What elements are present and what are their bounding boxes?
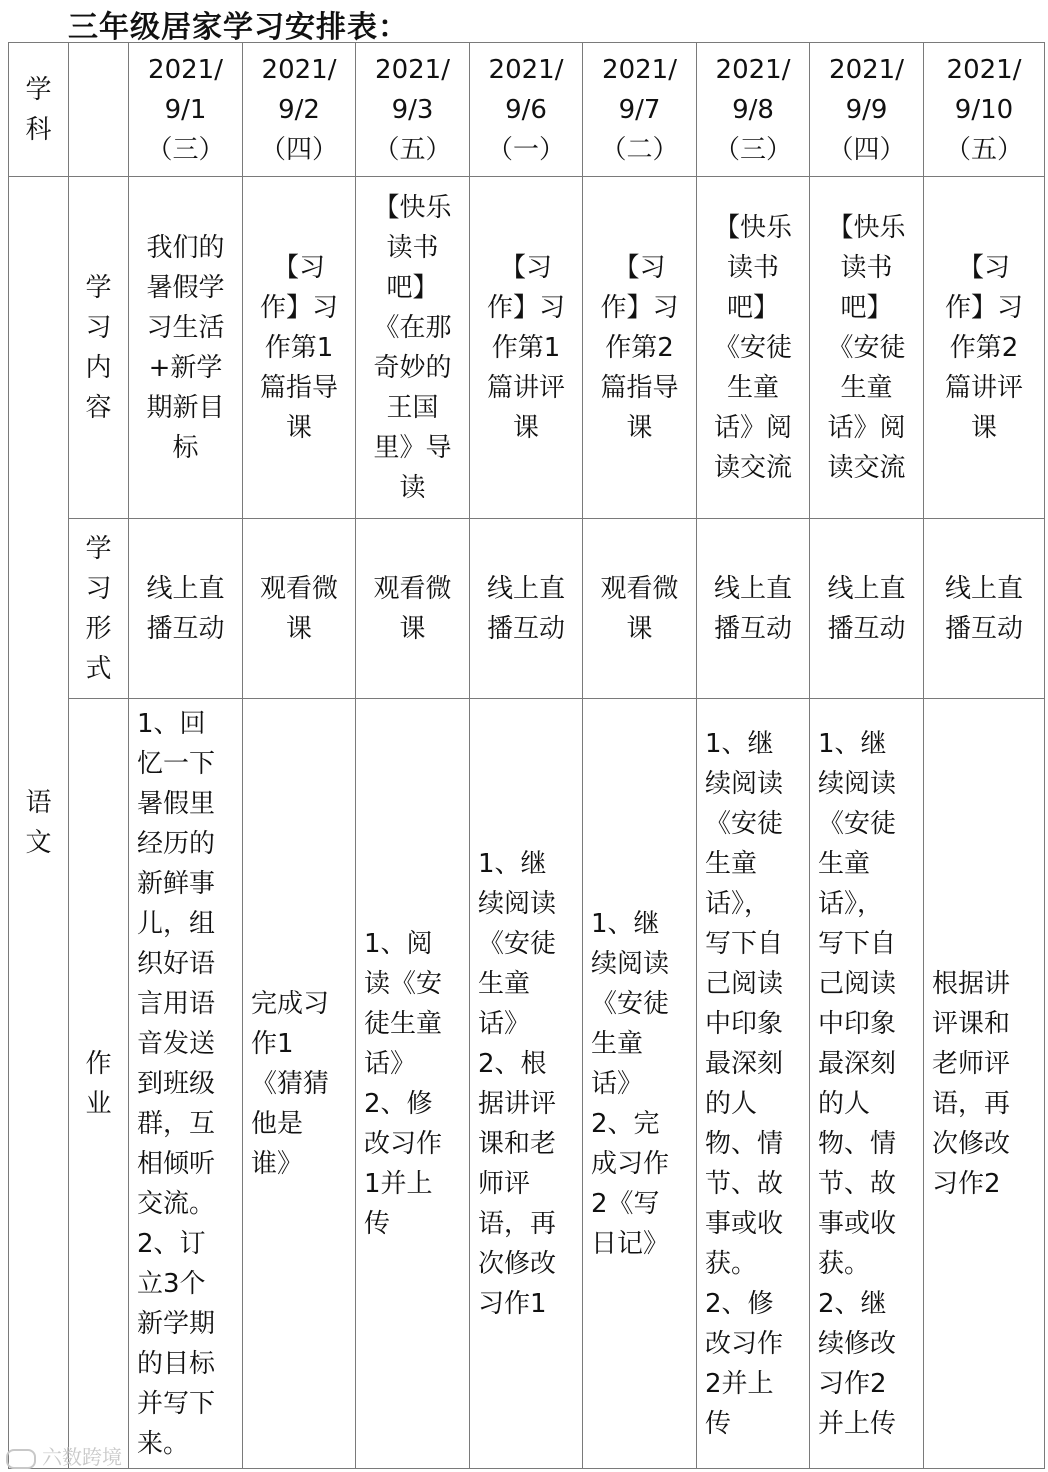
table-cell: 线上直播互动 bbox=[129, 519, 243, 699]
table-cell: 【习作】习作第2篇讲评课 bbox=[924, 177, 1045, 519]
table-cell: 【快乐读书吧】《在那奇妙的王国里》导读 bbox=[356, 177, 470, 519]
table-cell: 1、回忆一下暑假里经历的新鲜事儿，组织好语言用语音发送到班级群，互相倾听交流。2、订立3个新学期的目标并写下来。 bbox=[129, 699, 243, 1469]
table-cell: 【习作】习作第1篇讲评课 bbox=[470, 177, 583, 519]
date-header: 2021/9/8（三） bbox=[697, 43, 810, 177]
date-header: 2021/9/6（一） bbox=[470, 43, 583, 177]
row-label-cell bbox=[69, 177, 129, 519]
blank-header-cell bbox=[69, 43, 129, 177]
watermark: 六数跨境 bbox=[6, 1441, 122, 1470]
table-cell: 线上直播互动 bbox=[810, 519, 924, 699]
date-header: 2021/9/7（二） bbox=[583, 43, 697, 177]
table-cell: 线上直播互动 bbox=[697, 519, 810, 699]
homework-row bbox=[9, 699, 1045, 1469]
table-cell: 1、阅读《安徒生童话》2、修改习作1并上传 bbox=[356, 699, 470, 1469]
table-cell: 观看微课 bbox=[243, 519, 356, 699]
content-row bbox=[9, 177, 1045, 519]
date-header: 2021/9/2（四） bbox=[243, 43, 356, 177]
schedule-table bbox=[8, 42, 1045, 1469]
subject-header-cell bbox=[9, 43, 69, 177]
row-label-content: 学习内容 bbox=[85, 272, 112, 423]
table-cell: 【习作】习作第2篇指导课 bbox=[583, 177, 697, 519]
table-cell: 根据讲评课和老师评语，再次修改习作2 bbox=[924, 699, 1045, 1469]
table-cell: 【习作】习作第1篇指导课 bbox=[243, 177, 356, 519]
table-cell: 【快乐读书吧】《安徒生童话》阅读交流 bbox=[810, 177, 924, 519]
header-row bbox=[9, 43, 1045, 177]
subject-cell bbox=[9, 177, 69, 1469]
date-header: 2021/9/1（三） bbox=[129, 43, 243, 177]
page-title: 三年级居家学习安排表： bbox=[68, 10, 409, 45]
table-cell: 1、继续阅读《安徒生童话》2、完成习作2《写日记》 bbox=[583, 699, 697, 1469]
table-cell: 1、继续阅读《安徒生童话》，写下自己阅读中印象最深刻的人物、情节、故事或收获。2、继续修改习作2并上传 bbox=[810, 699, 924, 1469]
row-label-cell bbox=[69, 699, 129, 1469]
row-label-homework: 作业 bbox=[85, 1048, 112, 1119]
table-cell: 【快乐读书吧】《安徒生童话》阅读交流 bbox=[697, 177, 810, 519]
form-row bbox=[9, 519, 1045, 699]
table-cell: 观看微课 bbox=[356, 519, 470, 699]
date-header: 2021/9/3（五） bbox=[356, 43, 470, 177]
subject-header: 学科 bbox=[25, 74, 52, 145]
table-cell: 1、继续阅读《安徒生童话》，写下自己阅读中印象最深刻的人物、情节、故事或收获。2、修改习作2并上传 bbox=[697, 699, 810, 1469]
date-header: 2021/9/10（五） bbox=[924, 43, 1045, 177]
date-header: 2021/9/9（四） bbox=[810, 43, 924, 177]
table-cell: 观看微课 bbox=[583, 519, 697, 699]
table-cell: 完成习作1《猜猜他是谁》 bbox=[243, 699, 356, 1469]
watermark-logo-icon bbox=[6, 1449, 36, 1469]
row-label-form: 学习形式 bbox=[85, 533, 112, 684]
table-cell: 1、继续阅读《安徒生童话》2、根据讲评课和老师评语，再次修改习作1 bbox=[470, 699, 583, 1469]
row-label-cell bbox=[69, 519, 129, 699]
table-cell: 我们的暑假学习生活+新学期新目标 bbox=[129, 177, 243, 519]
subject-label: 语文 bbox=[25, 787, 52, 858]
table-cell: 线上直播互动 bbox=[924, 519, 1045, 699]
table-cell: 线上直播互动 bbox=[470, 519, 583, 699]
